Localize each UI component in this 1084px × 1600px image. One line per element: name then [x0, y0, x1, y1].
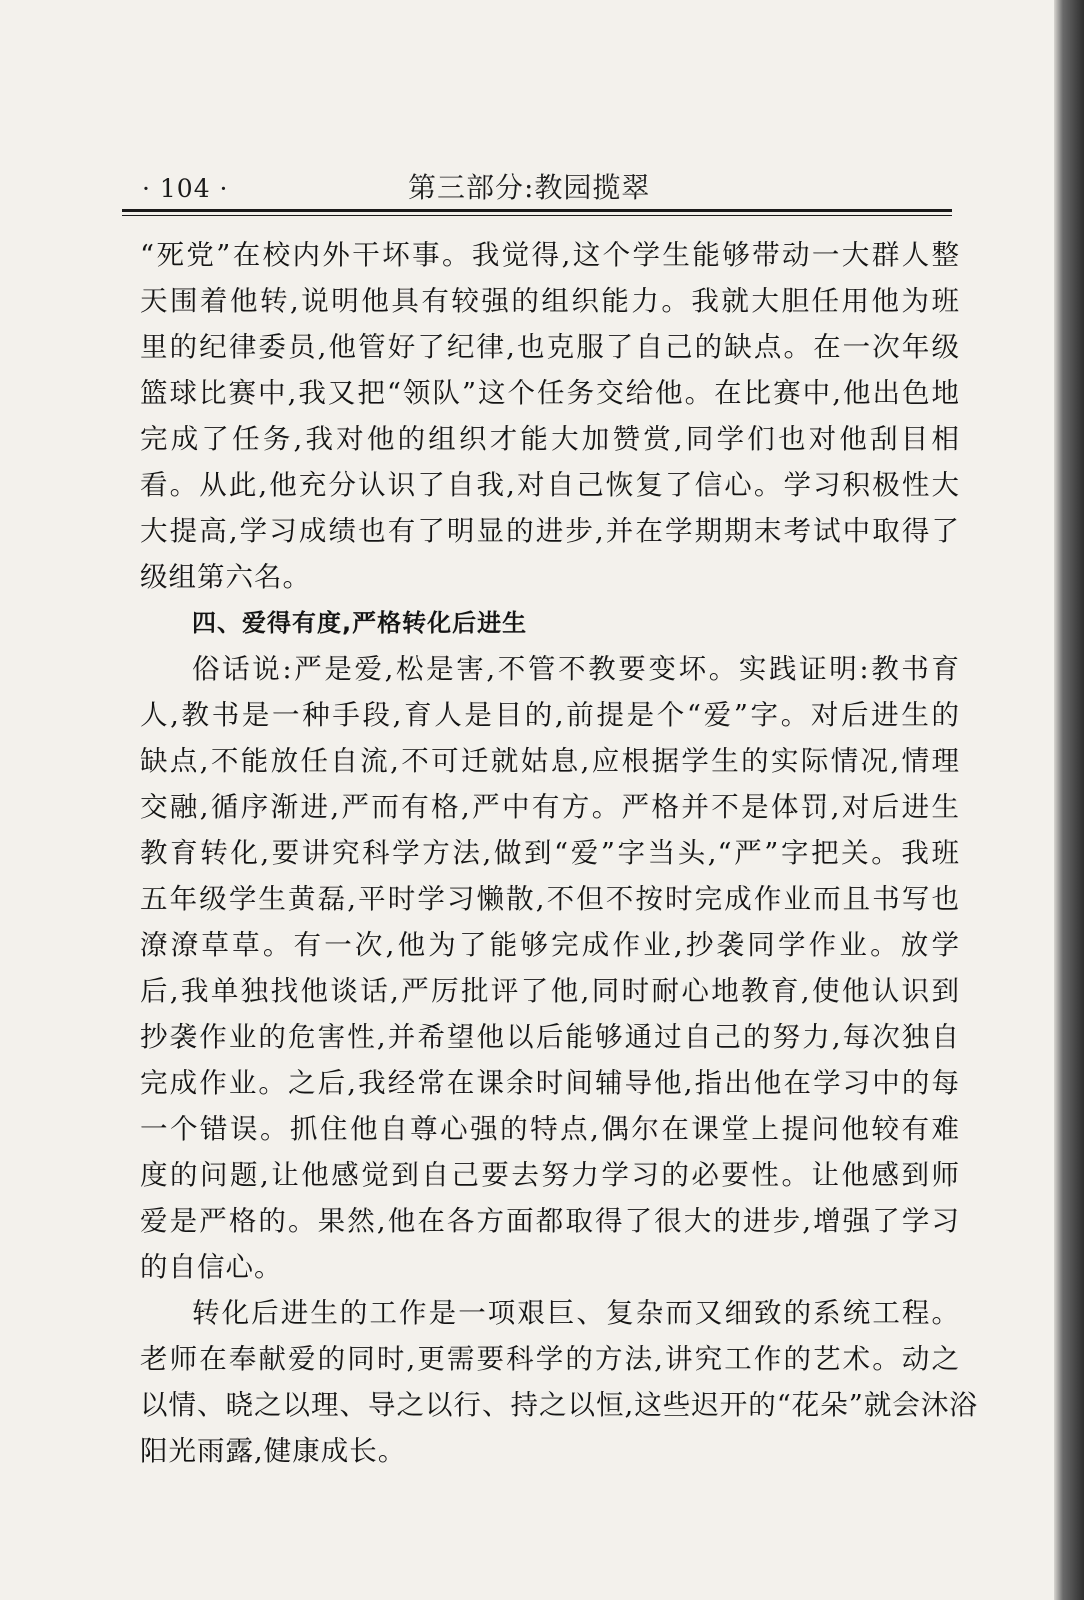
text-line: 以情、晓之以理、导之以行、持之以恒,这些迟开的“花朵”就会沐浴 — [140, 1389, 978, 1421]
page-edge-shadow — [1054, 0, 1084, 1600]
text-line: 后,我单独找他谈话,严厉批评了他,同时耐心地教育,使他认识到 — [140, 975, 960, 1007]
text-line: 阳光雨露,健康成长。 — [140, 1435, 407, 1467]
text-line: 一个错误。抓住他自尊心强的特点,偶尔在课堂上提问他较有难 — [140, 1113, 960, 1145]
text-line: 大提高,学习成绩也有了明显的进步,并在学期期末考试中取得了 — [140, 515, 960, 547]
text-line: 看。从此,他充分认识了自我,对自己恢复了信心。学习积极性大 — [140, 469, 960, 501]
text-line: 天围着他转,说明他具有较强的组织能力。我就大胆任用他为班 — [140, 285, 960, 317]
text-line: 完成作业。之后,我经常在课余时间辅导他,指出他在学习中的每 — [140, 1067, 960, 1099]
page-number: · 104 · — [142, 174, 229, 203]
text-line: “死党”在校内外干坏事。我觉得,这个学生能够带动一大群人整 — [140, 239, 960, 271]
text-line: 人,教书是一种手段,育人是目的,前提是个“爱”字。对后进生的 — [140, 699, 960, 731]
text-line: 俗话说:严是爱,松是害,不管不教要变坏。实践证明:教书育 — [192, 653, 960, 685]
text-line: 完成了任务,我对他的组织才能大加赞赏,同学们也对他刮目相 — [140, 423, 960, 455]
text-line: 爱是严格的。果然,他在各方面都取得了很大的进步,增强了学习 — [140, 1205, 960, 1237]
text-line: 五年级学生黄磊,平时学习懒散,不但不按时完成作业而且书写也 — [140, 883, 960, 915]
text-line: 潦潦草草。有一次,他为了能够完成作业,抄袭同学作业。放学 — [140, 929, 960, 961]
text-line: 里的纪律委员,他管好了纪律,也克服了自己的缺点。在一次年级 — [140, 331, 960, 363]
text-line: 转化后进生的工作是一项艰巨、复杂而又细致的系统工程。 — [192, 1297, 960, 1329]
text-line: 度的问题,让他感觉到自己要去努力学习的必要性。让他感到师 — [140, 1159, 960, 1191]
body-text — [140, 232, 978, 1474]
page-header — [122, 160, 952, 204]
text-line: 教育转化,要讲究科学方法,做到“爱”字当头,“严”字把关。我班 — [140, 837, 960, 869]
text-line: 交融,循序渐进,严而有格,严中有方。严格并不是体罚,对后进生 — [140, 791, 960, 823]
section-heading: 四、爱得有度,严格转化后进生 — [192, 609, 528, 637]
text-line: 老师在奉献爱的同时,更需要科学的方法,讲究工作的艺术。动之 — [140, 1343, 960, 1375]
text-line: 级组第六名。 — [140, 561, 311, 593]
text-line: 缺点,不能放任自流,不可迁就姑息,应根据学生的实际情况,情理 — [140, 745, 960, 777]
running-head: 第三部分:教园揽翠 — [408, 171, 651, 204]
text-line: 抄袭作业的危害性,并希望他以后能够通过自己的努力,每次独自 — [140, 1021, 960, 1053]
header-rule-thin — [122, 215, 952, 216]
text-line: 的自信心。 — [140, 1251, 283, 1283]
text-line: 篮球比赛中,我又把“领队”这个任务交给他。在比赛中,他出色地 — [140, 377, 960, 409]
header-rule-thick — [122, 209, 952, 212]
